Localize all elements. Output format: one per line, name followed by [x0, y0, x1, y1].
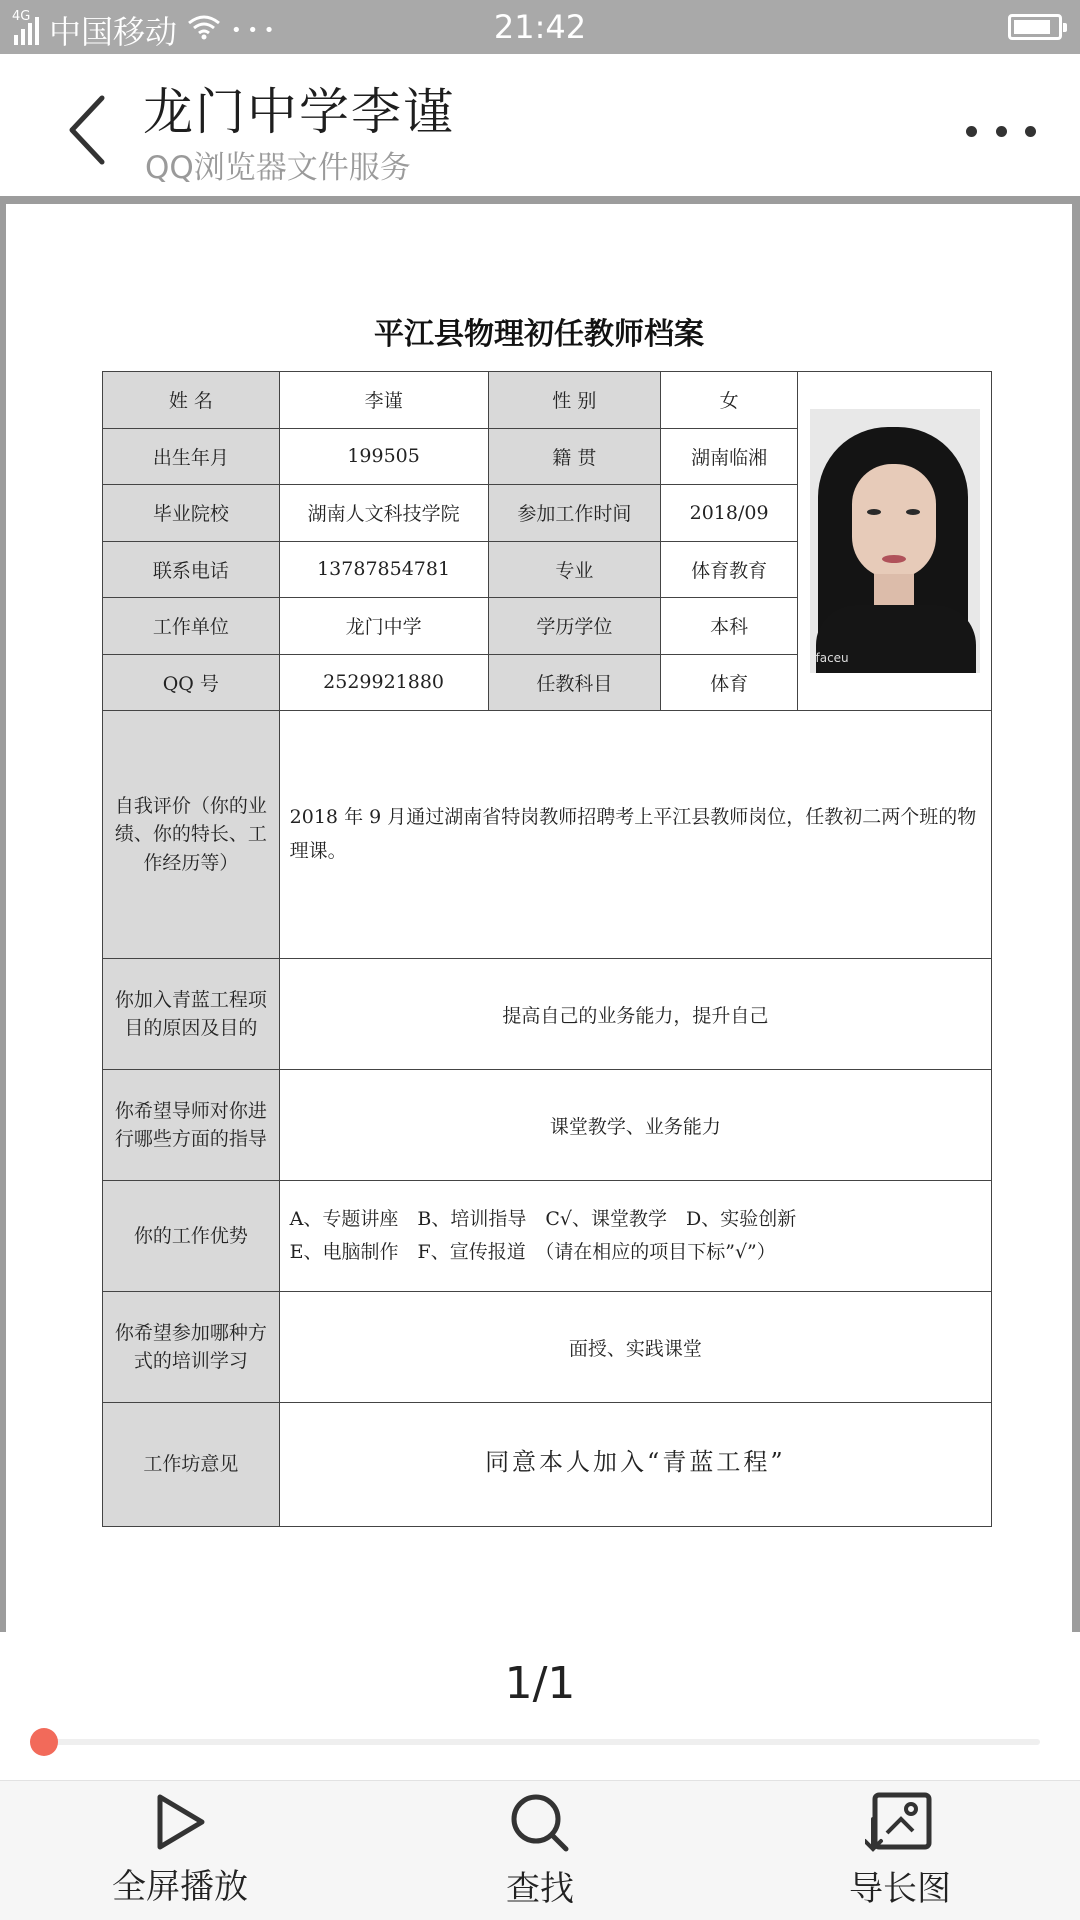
page-progress-track[interactable] [44, 1739, 1040, 1745]
pager [0, 1632, 1080, 1780]
page-indicator: 1/1 [504, 1658, 576, 1709]
guidance-label: 你希望导师对你进行哪些方面的指导 [103, 1070, 280, 1181]
battery-icon [1008, 14, 1062, 40]
fullscreen-play-label: 全屏播放 [112, 1867, 248, 1907]
school-label: 毕业院校 [103, 485, 280, 542]
page-subtitle: QQ浏览器文件服务 [145, 150, 411, 186]
document-title: 平江县物理初任教师档案 [374, 317, 704, 352]
back-button[interactable] [60, 90, 120, 170]
more-dot-icon [1025, 126, 1036, 137]
export-long-image-button[interactable] [800, 1791, 1000, 1910]
more-dot-icon [996, 126, 1007, 137]
more-dot-icon [966, 126, 977, 137]
self-eval-value: 2018 年 9 月通过湖南省特岗教师招聘考上平江县教师岗位，任教初二两个班的物理课。 [279, 711, 991, 959]
unit-value: 龙门中学 [279, 598, 488, 655]
profile-photo [810, 409, 980, 673]
search-icon [508, 1791, 572, 1855]
birth-label: 出生年月 [103, 428, 280, 485]
header-bar [0, 54, 1080, 196]
page-progress-handle[interactable] [30, 1728, 58, 1756]
qq-label: QQ 号 [103, 654, 280, 711]
subject-value: 体育 [661, 654, 798, 711]
advantage-label: 你的工作优势 [103, 1181, 280, 1292]
workshop-value [279, 1403, 991, 1527]
name-label: 姓 名 [103, 372, 280, 429]
gender-value: 女 [661, 372, 798, 429]
page-title: 龙门中学李谨 [143, 83, 455, 141]
table-row [103, 372, 992, 429]
table-row [103, 959, 992, 1070]
degree-value: 本科 [661, 598, 798, 655]
fullscreen-play-button[interactable] [80, 1791, 280, 1908]
work-start-value: 2018/09 [661, 485, 798, 542]
play-icon [150, 1791, 210, 1853]
birth-value: 199505 [279, 428, 488, 485]
phone-label: 联系电话 [103, 541, 280, 598]
workshop-label: 工作坊意见 [103, 1403, 280, 1527]
guidance-value: 课堂教学、业务能力 [279, 1070, 991, 1181]
work-start-label: 参加工作时间 [488, 485, 661, 542]
phone-value: 13787854781 [279, 541, 488, 598]
reason-label: 你加入青蓝工程项目的原因及目的 [103, 959, 280, 1070]
native-label: 籍 贯 [488, 428, 661, 485]
native-value: 湖南临湘 [661, 428, 798, 485]
carrier-name: 中国移动 [49, 13, 178, 51]
export-long-image-label: 导长图 [849, 1869, 951, 1909]
status-time: 21:42 [493, 8, 587, 46]
unit-label: 工作单位 [103, 598, 280, 655]
table-row [103, 1403, 992, 1527]
search-button[interactable] [440, 1791, 640, 1910]
profile-table [102, 371, 992, 1527]
name-value: 李谨 [279, 372, 488, 429]
search-label: 查找 [506, 1869, 574, 1909]
major-value: 体育教育 [661, 541, 798, 598]
degree-label: 学历学位 [488, 598, 661, 655]
workshop-opinion: 同意本人加入“青蓝工程” [485, 1447, 786, 1476]
photo-cell [798, 372, 992, 711]
reason-value: 提高自己的业务能力，提升自己 [279, 959, 991, 1070]
table-row [103, 711, 992, 959]
advantage-line: E、电脑制作 F、宣传报道 （请在相应的项目下标”√”） [289, 1241, 776, 1263]
gender-label: 性 别 [488, 372, 661, 429]
training-value: 面授、实践课堂 [279, 1292, 991, 1403]
table-row [103, 1181, 992, 1292]
subject-label: 任教科目 [488, 654, 661, 711]
network-type: 4G [12, 9, 31, 24]
advantage-value [279, 1181, 991, 1292]
table-row [103, 1070, 992, 1181]
training-label: 你希望参加哪种方式的培训学习 [103, 1292, 280, 1403]
bottom-toolbar [0, 1780, 1080, 1920]
status-bar [0, 0, 1080, 54]
chevron-left-icon [60, 90, 120, 170]
battery-level [1014, 20, 1050, 34]
image-export-icon [865, 1791, 935, 1855]
self-eval-label: 自我评价（你的业绩、你的特长、工作经历等） [103, 711, 280, 959]
status-more-dots: • • • [231, 19, 275, 41]
document-page [6, 204, 1072, 1634]
major-label: 专业 [488, 541, 661, 598]
document-viewer[interactable] [0, 196, 1080, 1632]
photo-watermark: faceu [815, 651, 849, 665]
qq-value: 2529921880 [279, 654, 488, 711]
advantage-line: A、专题讲座 B、培训指导 C√、课堂教学 D、实验创新 [289, 1207, 797, 1230]
table-row [103, 1292, 992, 1403]
more-menu-button[interactable] [966, 116, 1036, 146]
school-value: 湖南人文科技学院 [279, 485, 488, 542]
